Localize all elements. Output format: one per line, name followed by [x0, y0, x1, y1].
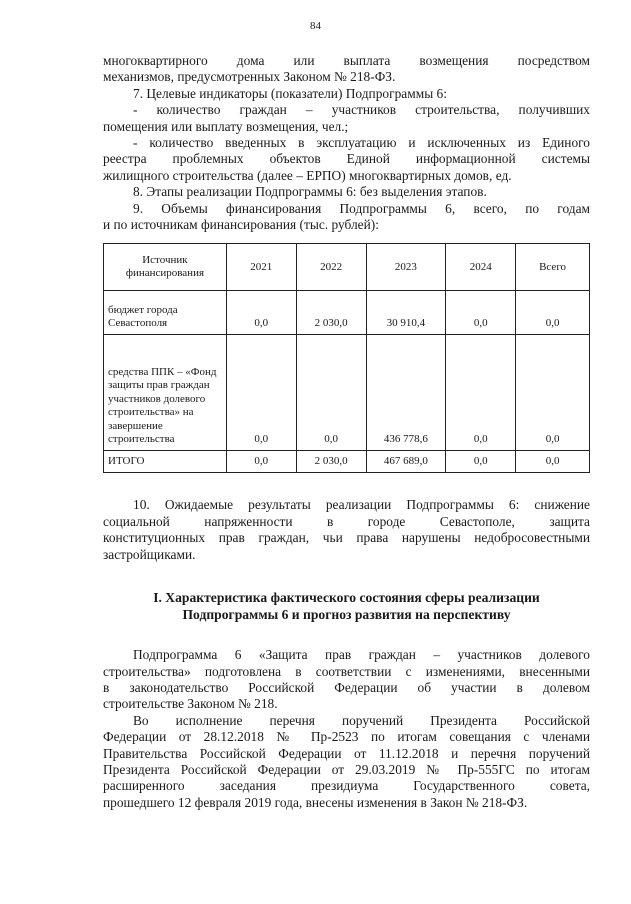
text-line: Правительства Российской Федерации от 11.12.2018 и перечня поручений [103, 745, 590, 761]
cell-value: 0,0 [516, 291, 590, 335]
text-line: Федерации от 28.12.2018 № Пр-2523 по итогам совещания с членами [103, 729, 590, 745]
section-heading: Подпрограммы 6 и прогноз развития на перспективу [182, 607, 511, 623]
cell-value: 0,0 [516, 451, 590, 473]
text-line: - количество граждан – участников строительства, получивших [133, 102, 590, 118]
header-2024: 2024 [446, 244, 516, 291]
text-line: 10. Ожидаемые результаты реализации Подпрограммы 6: снижение [133, 497, 590, 513]
row-source: ИТОГО [104, 451, 227, 473]
header-source: Источник финансирования [104, 244, 227, 291]
text-line: расширенного заседания президиума Государственного совета, [103, 778, 590, 794]
header-total: Всего [516, 244, 590, 291]
cell-value: 0,0 [226, 335, 296, 451]
page-number: 84 [310, 20, 321, 32]
cell-value: 0,0 [446, 451, 516, 473]
text-line: Подпрограмма 6 «Защита прав граждан – участников долевого [133, 647, 590, 663]
text-line: 9. Объемы финансирования Подпрограммы 6, всего, по годам [133, 200, 590, 216]
text-line: 8. Этапы реализации Подпрограммы 6: без выделения этапов. [133, 184, 487, 200]
text-line: строительстве Законом № 218. [103, 696, 278, 712]
text-line: строительства» подготовлена в соответствии с изменениями, внесенными [103, 663, 590, 679]
header-2023: 2023 [366, 244, 446, 291]
cell-value: 0,0 [446, 291, 516, 335]
cell-value: 30 910,4 [366, 291, 446, 335]
text-line: прошедшего 12 февраля 2019 года, внесены изменения в Закон № 218-ФЗ. [103, 794, 528, 810]
text-line: механизмов, предусмотренных Законом № 218-ФЗ. [103, 69, 396, 85]
cell-value: 2 030,0 [296, 291, 366, 335]
text-line: жилищного строительства (далее – ЕРПО) многоквартирных домов, ед. [103, 167, 512, 183]
header-2022: 2022 [296, 244, 366, 291]
text-line: многоквартирного дома или выплата возмещения посредством [103, 53, 590, 68]
text-line: социальной напряженности в городе Севастополе, защита [103, 513, 590, 529]
text-line: застройщиками. [103, 546, 196, 562]
text-line: реестра проблемных объектов Единой информационной системы [103, 151, 590, 167]
cell-value: 0,0 [296, 335, 366, 451]
cell-value: 0,0 [226, 291, 296, 335]
cell-value: 0,0 [516, 335, 590, 451]
text-line: конституционных прав граждан, чьи права нарушены недобросовестными [103, 530, 590, 546]
text-line: - количество введенных в эксплуатацию и исключенных из Единого [133, 135, 590, 151]
row-source: бюджет города Севастополя [104, 291, 227, 335]
cell-value: 0,0 [226, 451, 296, 473]
table-row [104, 291, 590, 335]
table-row-total [104, 451, 590, 473]
cell-value: 436 778,6 [366, 335, 446, 451]
text-line: и по источникам финансирования (тыс. рублей): [103, 217, 379, 233]
text-line: Президента Российской Федерации от 29.03.2019 № Пр-555ГС по итогам [103, 761, 590, 777]
row-source: средства ППК – «Фонд защиты прав граждан участников долевого строительства» на завершение строительства [104, 335, 227, 451]
text-line: помещения или выплату возмещения, чел.; [103, 118, 349, 134]
text-line: в законодательство Российской Федерации об участии в долевом [103, 679, 590, 695]
header-2021: 2021 [226, 244, 296, 291]
section-heading: I. Характеристика фактического состояния сферы реализации [153, 590, 540, 606]
financing-table [103, 243, 590, 473]
document-body [103, 53, 590, 811]
table-header-row [104, 244, 590, 291]
cell-value: 2 030,0 [296, 451, 366, 473]
text-line: 7. Целевые индикаторы (показатели) Подпрограммы 6: [133, 85, 447, 101]
table-row [104, 335, 590, 451]
cell-value: 0,0 [446, 335, 516, 451]
text-line: Во исполнение перечня поручений Президента Российской [133, 712, 590, 728]
cell-value: 467 689,0 [366, 451, 446, 473]
